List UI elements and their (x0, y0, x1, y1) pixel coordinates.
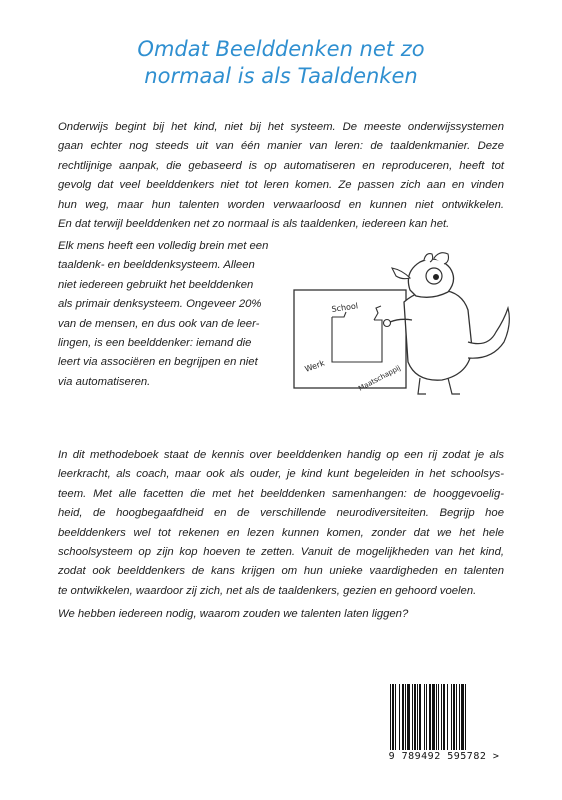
barcode-bar (399, 684, 400, 750)
text-line: Elk mens heeft een volledig brein met een (58, 240, 269, 252)
barcode-bars (390, 684, 498, 750)
barcode-bar (451, 684, 452, 750)
creature-tail (468, 308, 509, 358)
text-line: gevolg dat veel beelddenkers niet tot leren komen. Ze passen zich aan en vinden (58, 179, 504, 192)
barcode-bar (441, 684, 442, 750)
barcode-bar (405, 684, 406, 750)
barcode-bar (407, 684, 410, 750)
barcode-bar (424, 684, 425, 750)
creature-leg (418, 378, 426, 394)
isbn-barcode (384, 684, 504, 766)
creature-whiteboard-illustration (292, 250, 527, 400)
title-line-2: normaal is als Taaldenken (144, 64, 418, 88)
text-line: van de mensen, en dus ook van de leer- (58, 317, 260, 330)
label-school: School (331, 301, 359, 314)
isbn-number: 9 789492 595782 > (388, 751, 500, 762)
barcode-bar (414, 684, 416, 750)
text-line: te ontwikkelen, waardoor zij zich, net als de taaldenkers, gezien en gehoord voelen. (58, 584, 477, 597)
creature-pupil (433, 274, 439, 280)
barcode-bar (432, 684, 435, 750)
barcode-bar (443, 684, 445, 750)
text-line: beelddenkers wel tot rekenen en lezen kunnen komen, zonder dat we het hele (58, 526, 504, 539)
side-paragraph (58, 237, 308, 392)
closing-text: We hebben iedereen nodig, waarom zouden we talenten laten liggen? (58, 608, 409, 620)
barcode-bar (426, 684, 427, 750)
barcode-bar (461, 684, 464, 750)
text-line: gaan echter nog steeds uit van één manier van leren: de taaldenkmanier. Deze (58, 140, 504, 153)
page-title (0, 36, 562, 90)
creature-body (404, 290, 472, 380)
barcode-bar (459, 684, 460, 750)
text-line: Onderwijs begint bij het kind, niet bij het systeem. De meeste onderwijssystemen (58, 121, 504, 133)
barcode-bar (419, 684, 421, 750)
barcode-bar (390, 684, 391, 750)
text-line: via automatiseren. (58, 375, 151, 388)
text-line: teem. Met alle facetten die met het beelddenken samenhangen: de hooggevoelig- (58, 487, 504, 500)
barcode-bar (447, 684, 448, 750)
intro-paragraph (58, 118, 504, 234)
barcode-bar (392, 684, 394, 750)
barcode-bar (417, 684, 418, 750)
text-line: In dit methodeboek staat de kennis over beelddenken handig op een rij zodat je als (58, 449, 504, 461)
label-werk: Werk (303, 358, 326, 374)
text-line: niet iedereen gebruikt het beelddenken (58, 278, 254, 291)
text-line: heid, de hoogbegaafdheid en de verschillende neurodiversiteiten. Begrijp hoe (58, 507, 504, 520)
text-line: leert via associëren en begrijpen en niet (58, 356, 258, 369)
text-line: zodat ook beelddenkers de kans krijgen om hun unieke vaardigheden en talenten (58, 565, 504, 578)
label-maatschappij: Maatschappij (357, 363, 402, 393)
barcode-bar (412, 684, 413, 750)
text-line: lingen, is een beelddenker: iemand die (58, 337, 252, 350)
body-paragraph (58, 446, 504, 601)
title-line-1: Omdat Beelddenken net zo (137, 37, 425, 61)
creature-fin (392, 268, 410, 279)
text-line: schoolsysteem op zijn kop hoeven te zetten. Vanuit de mogelijkheden van het kind, (58, 546, 504, 559)
text-line: rechtlijnige aanpak, die gebaseerd is op automatiseren en reproduceren, heeft tot (58, 159, 504, 172)
creature-hand (384, 320, 391, 327)
barcode-bar (429, 684, 431, 750)
barcode-bar (453, 684, 455, 750)
barcode-bar (436, 684, 437, 750)
text-line: leerkracht, als coach, maar ook als ouder, je kind kunt begeleiden in het schoolsys- (58, 468, 504, 481)
creature-leg (448, 378, 460, 394)
text-line: taaldenk- en beelddenksysteem. Alleen (58, 259, 255, 272)
barcode-bar (465, 684, 466, 750)
barcode-bar (438, 684, 439, 750)
text-line: hun weg, maar hun talenten worden verwaarloosd en kunnen niet ontwikkelen. (58, 198, 504, 211)
barcode-bar (402, 684, 404, 750)
text-line: als primair denksysteem. Ongeveer 20% (58, 298, 262, 311)
barcode-bar (395, 684, 396, 750)
barcode-bar (456, 684, 457, 750)
closing-line (58, 605, 504, 624)
text-line: En dat terwijl beelddenken net zo normaal is als taaldenken, iedereen kan het. (58, 218, 450, 231)
